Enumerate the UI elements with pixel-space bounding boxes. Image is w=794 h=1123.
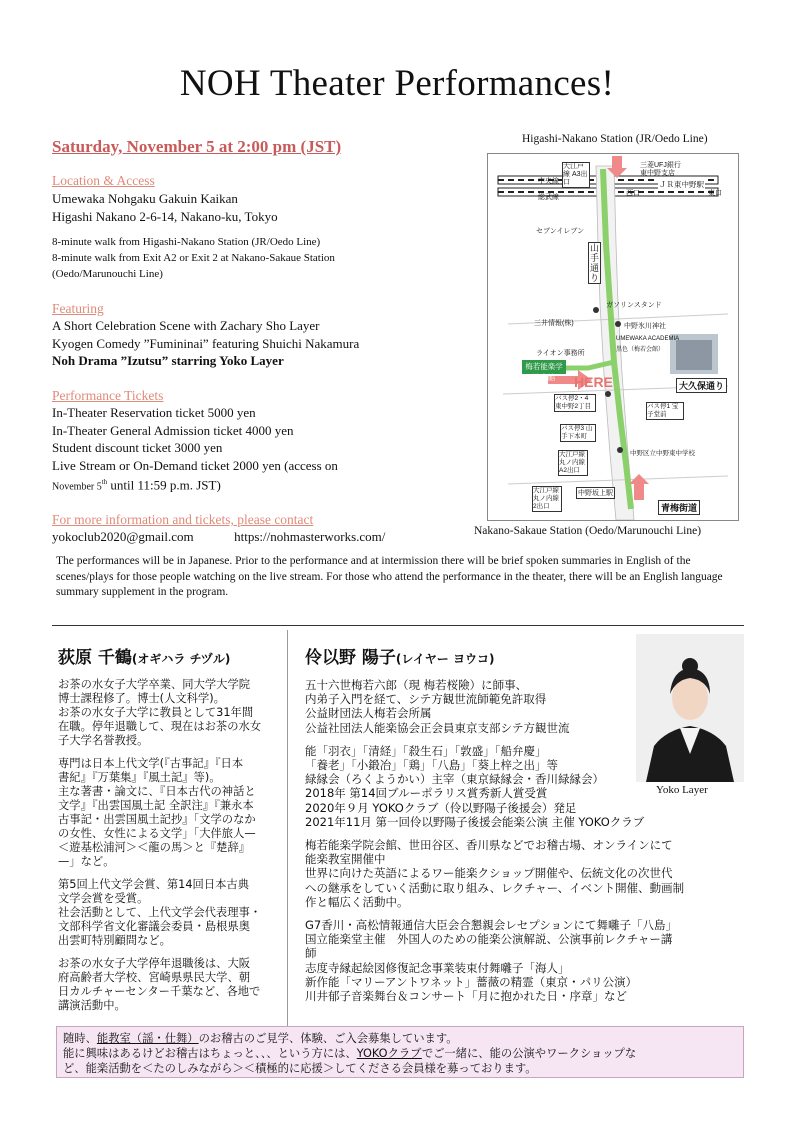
bio-line: 作と幅広く活動中。	[305, 894, 409, 909]
ticket-item: Live Stream or On-Demand ticket 2000 yen (access on	[52, 457, 338, 473]
featuring-section	[52, 301, 359, 370]
portrait-graphic	[636, 634, 744, 782]
bio-line: G7香川・高松情報通信大臣会合懇親会レセプションにて舞囃子「八島」	[305, 918, 678, 933]
map-here: HERE	[574, 374, 613, 390]
bio-line: 国立能楽堂主催 外国人のための能楽公演解説、公演事前レクチャー講	[305, 932, 673, 947]
language-note: The performances will be in Japanese. Prior to the performance and at intermission there will be brief spoken summaries in English of the scenes/plays for those people watching on the live stream. For those who attend the performance in the theater, there will be an English language summary supplement in the program.	[56, 555, 723, 598]
map-graphic	[488, 154, 738, 520]
map-school: 中野区立中野東中学校	[630, 450, 695, 457]
bio-line: 内弟子入門を経て、シテ方観世流師範免許取得	[305, 692, 547, 707]
contact-section	[52, 512, 385, 546]
map-bottom-label: Nakano-Sakaue Station (Oedo/Marunouchi Line)	[474, 525, 702, 537]
bio-line: 志度寺縁起絵図修復記念事業装束付舞囃子「海人」	[305, 960, 570, 975]
bio-line: の女性、女性による文学」「大伴旅人—	[58, 827, 256, 840]
map-exit-2: 大江戸線 丸ノ内線 2出口	[532, 486, 562, 512]
ticket-date: November 5	[52, 481, 102, 493]
bio-line: 公益財団法人梅若会所属	[305, 706, 432, 721]
ticket-until: until 11:59 p.m. JST)	[107, 477, 221, 493]
map-jr-station: ＪＲ東中野駅	[659, 180, 704, 189]
membership-text: でご一緒に、能の公演やワークショップな	[421, 1047, 637, 1060]
bio-line: お茶の水女子大学に教員として31年間	[58, 706, 254, 719]
bio-paragraph	[58, 678, 283, 748]
map-venue: 梅若能楽学院会館	[525, 362, 563, 382]
map-bus-stop: バス停3 山手下本町	[560, 424, 596, 442]
contact-email[interactable]: yokoclub2020@gmail.com	[52, 529, 194, 544]
left-bio-body	[58, 678, 283, 1013]
tickets-section	[52, 388, 338, 496]
page-title: NOH Theater Performances!	[179, 63, 615, 104]
photo-caption: Yoko Layer	[656, 784, 708, 796]
map-sobu-line: 総武線	[538, 194, 559, 201]
bio-line: 川井郁子音楽舞台＆コンサート「月に抱かれた日・序章」など	[305, 989, 627, 1004]
map-oedo-a3: 大江戸線 A3出口	[562, 162, 590, 188]
membership-text: 随時、	[63, 1032, 97, 1045]
map-bus-stop: バス停1 宝子堂前	[646, 402, 684, 420]
contact-heading: For more information and tickets, please contact	[52, 512, 314, 527]
bio-line: 能楽教室開催中	[305, 852, 386, 867]
bio-line: 博士課程修了。博士(人文科学)。	[58, 692, 225, 705]
map-mitsui: 三井情報(株)	[534, 320, 574, 327]
tickets-heading: Performance Tickets	[52, 388, 164, 403]
portrait-photo	[636, 634, 744, 782]
bio-line: 出雲町特別顧問など。	[58, 934, 171, 947]
bio-line: 「養老」「小鍛冶」「鶏」「八島」「葵上梓之出」等	[305, 758, 558, 773]
bio-line: 社会活動として、上代文学会代表理事・	[58, 906, 262, 919]
bio-line: 在職。停年退職して、現在はお茶の水女	[58, 720, 262, 733]
location-heading: Location & Access	[52, 173, 155, 188]
map-sakaue: 中野坂上駅	[576, 487, 615, 499]
map-shrine: 中野氷川神社	[624, 323, 666, 330]
map-academia: UMEWAKA ACADEMIA	[616, 336, 680, 342]
bio-line: 世界に向けた英語によるワー能楽クショップ開催や、伝統文化の次世代	[305, 866, 673, 881]
bio-line: 梅若能楽学院会館、世田谷区、香川県などでお稽古場、オンラインにて	[305, 838, 673, 853]
membership-text: 能に興味はあるけどお稽古はちょっと、、、という方には、	[63, 1047, 357, 1060]
bio-line: 文学会賞を受賞。	[58, 892, 149, 905]
bio-line: 能「羽衣」「清経」「殺生石」「敦盛」「船弁慶」	[305, 743, 547, 758]
bio-paragraph	[58, 878, 283, 948]
bio-line: 古事記・出雲国風土記抄』「文学のなか	[58, 813, 256, 826]
left-bio	[58, 643, 283, 1022]
bio-line: ＜遊基松浦河＞＜龍の馬＞と『楚辞』	[58, 841, 251, 854]
ticket-item: In-Theater General Admission ticket 4000 yen	[52, 422, 294, 438]
left-bio-name: 荻原 千鶴	[58, 648, 132, 668]
bio-line: お茶の水女子大学停年退職後は、大阪	[58, 957, 251, 970]
bio-line: 主な著書・論文に、『日本古代の神話と	[58, 785, 256, 798]
map-road-okubo: 大久保通り	[676, 378, 727, 393]
bio-paragraph	[58, 757, 283, 869]
bio-line: 第5回上代文学会賞、第14回日本古典	[58, 878, 250, 891]
map-bank-branch: 東中野支店	[640, 170, 675, 177]
bio-paragraph	[305, 918, 745, 1003]
left-bio-kana: (オギハラ チヅル)	[131, 652, 231, 666]
map-west-exit: 西口	[626, 190, 640, 197]
access-map	[487, 153, 739, 521]
map-bank: 三菱UFJ銀行	[640, 162, 681, 169]
membership-text: ど、能楽活動を＜たのしみながら＞＜積極的に応援＞してくださる会員様を募っております。	[63, 1062, 537, 1075]
noh-class-link: 能教室（謡・仕舞）	[96, 1032, 199, 1045]
venue-name: Umewaka Nohgaku Gakuin Kaikan	[52, 191, 238, 206]
ticket-date-suffix: th	[101, 478, 108, 486]
access-line: (Oedo/Marunouchi Line)	[52, 268, 163, 280]
bio-line: 文部科学省文化審議会委員・島根県奥	[58, 920, 251, 933]
bio-line: への継承をしていく活動に取り組み、レクチャー、イベント開催、動画制	[305, 880, 685, 895]
column-divider	[287, 630, 288, 1040]
map-seven: セブンイレブン	[536, 228, 585, 235]
bio-line: 書紀』『万葉集』『風土記』等)。	[58, 771, 221, 784]
bio-line: —」など。	[58, 855, 115, 868]
bio-line: 五十六世梅若六郎（現 梅若桜險）に師事、	[305, 678, 528, 692]
map-chuo-line: 中央線	[538, 178, 559, 185]
bio-line: 2018年 第14回ブルーポラリス賞秀新人賞受賞	[305, 786, 548, 801]
bio-line: 文学』『出雲国風土記 全訳注』『兼永本	[58, 799, 254, 812]
featuring-heading: Featuring	[52, 301, 104, 316]
ticket-item: In-Theater Reservation ticket 5000 yen	[52, 405, 256, 420]
map-gas: ガソリンスタンド	[606, 302, 662, 309]
bio-line: 講演活動中。	[58, 999, 126, 1012]
venue-address: Higashi Nakano 2-6-14, Nakano-ku, Tokyo	[52, 208, 278, 224]
bio-line: 2020年９月 YOKOクラブ（伶以野陽子後援会）発足	[305, 800, 577, 815]
map-road-ome: 青梅街道	[658, 500, 700, 515]
bio-line: 子大学名誉教授。	[58, 734, 149, 747]
membership-text: のお稽古のご見学、体験、ご入会募集しています。	[198, 1032, 458, 1045]
bio-line: 日カルチャーセンター千葉など、各地で	[58, 985, 261, 998]
ticket-item-last	[52, 474, 338, 496]
bio-line: 新作能「マリーアントワネット」薔薇の精霊（東京・パリ公演）	[305, 974, 638, 989]
featuring-item: Kyogen Comedy ”Fumininai” featuring Shuichi Nakamura	[52, 335, 360, 351]
divider	[52, 625, 744, 626]
membership-box	[56, 1026, 744, 1078]
bio-line: お茶の水女子大学卒業、同大学大学院	[58, 678, 251, 691]
bio-line: 2021年11月 第一回伶以野陽子後援会能楽公演 主催 YOKOクラブ	[305, 814, 645, 829]
bio-line: 緑縁会（ろくようかい）主宰（東京緑縁会・香川緑縁会）	[305, 772, 604, 787]
access-line: 8-minute walk from Higashi-Nakano Station (JR/Oedo Line)	[52, 236, 321, 248]
map-street: 山手通り	[589, 243, 599, 283]
map-bus-stop: バス停2・4 東中野2丁目	[554, 394, 596, 412]
location-section	[52, 173, 335, 282]
right-bio-name: 伶以野 陽子	[305, 648, 396, 668]
featuring-item: A Short Celebration Scene with Zachary Sho Layer	[52, 318, 320, 333]
access-line: 8-minute walk from Exit A2 or Exit 2 at Nakano-Sakaue Station	[52, 252, 335, 264]
bio-paragraph	[305, 838, 745, 909]
yoko-club-link: YOKOクラブ	[356, 1047, 422, 1060]
bio-line: 師	[305, 946, 317, 961]
bio-line: 専門は日本上代文学(『古事記』『日本	[58, 757, 244, 770]
map-top-label: Higashi-Nakano Station (JR/Oedo Line)	[522, 133, 708, 145]
right-bio-kana: (レイヤー ヨウコ)	[395, 652, 495, 666]
map-east-exit: 東口	[708, 190, 722, 197]
map-academia-note: 黒色（梅若会館）	[616, 347, 665, 353]
map-exit-a2: 大江戸線 丸ノ内線 A2出口	[558, 450, 588, 476]
featuring-highlight: Noh Drama ”Izutsu” starring Yoko Layer	[52, 353, 284, 368]
contact-url[interactable]: https://nohmasterworks.com/	[234, 529, 386, 544]
event-date: Saturday, November 5 at 2:00 pm (JST)	[52, 137, 342, 156]
bio-line: 府高齢者大学校、宮崎県県民大学、朝	[58, 971, 251, 984]
ticket-item: Student discount ticket 3000 yen	[52, 440, 223, 455]
bio-paragraph	[58, 957, 283, 1013]
bio-line: 公益社団法人能楽協会正会員東京支部シテ方観世流	[305, 720, 570, 735]
map-lion: ライオン事務所	[536, 350, 585, 357]
